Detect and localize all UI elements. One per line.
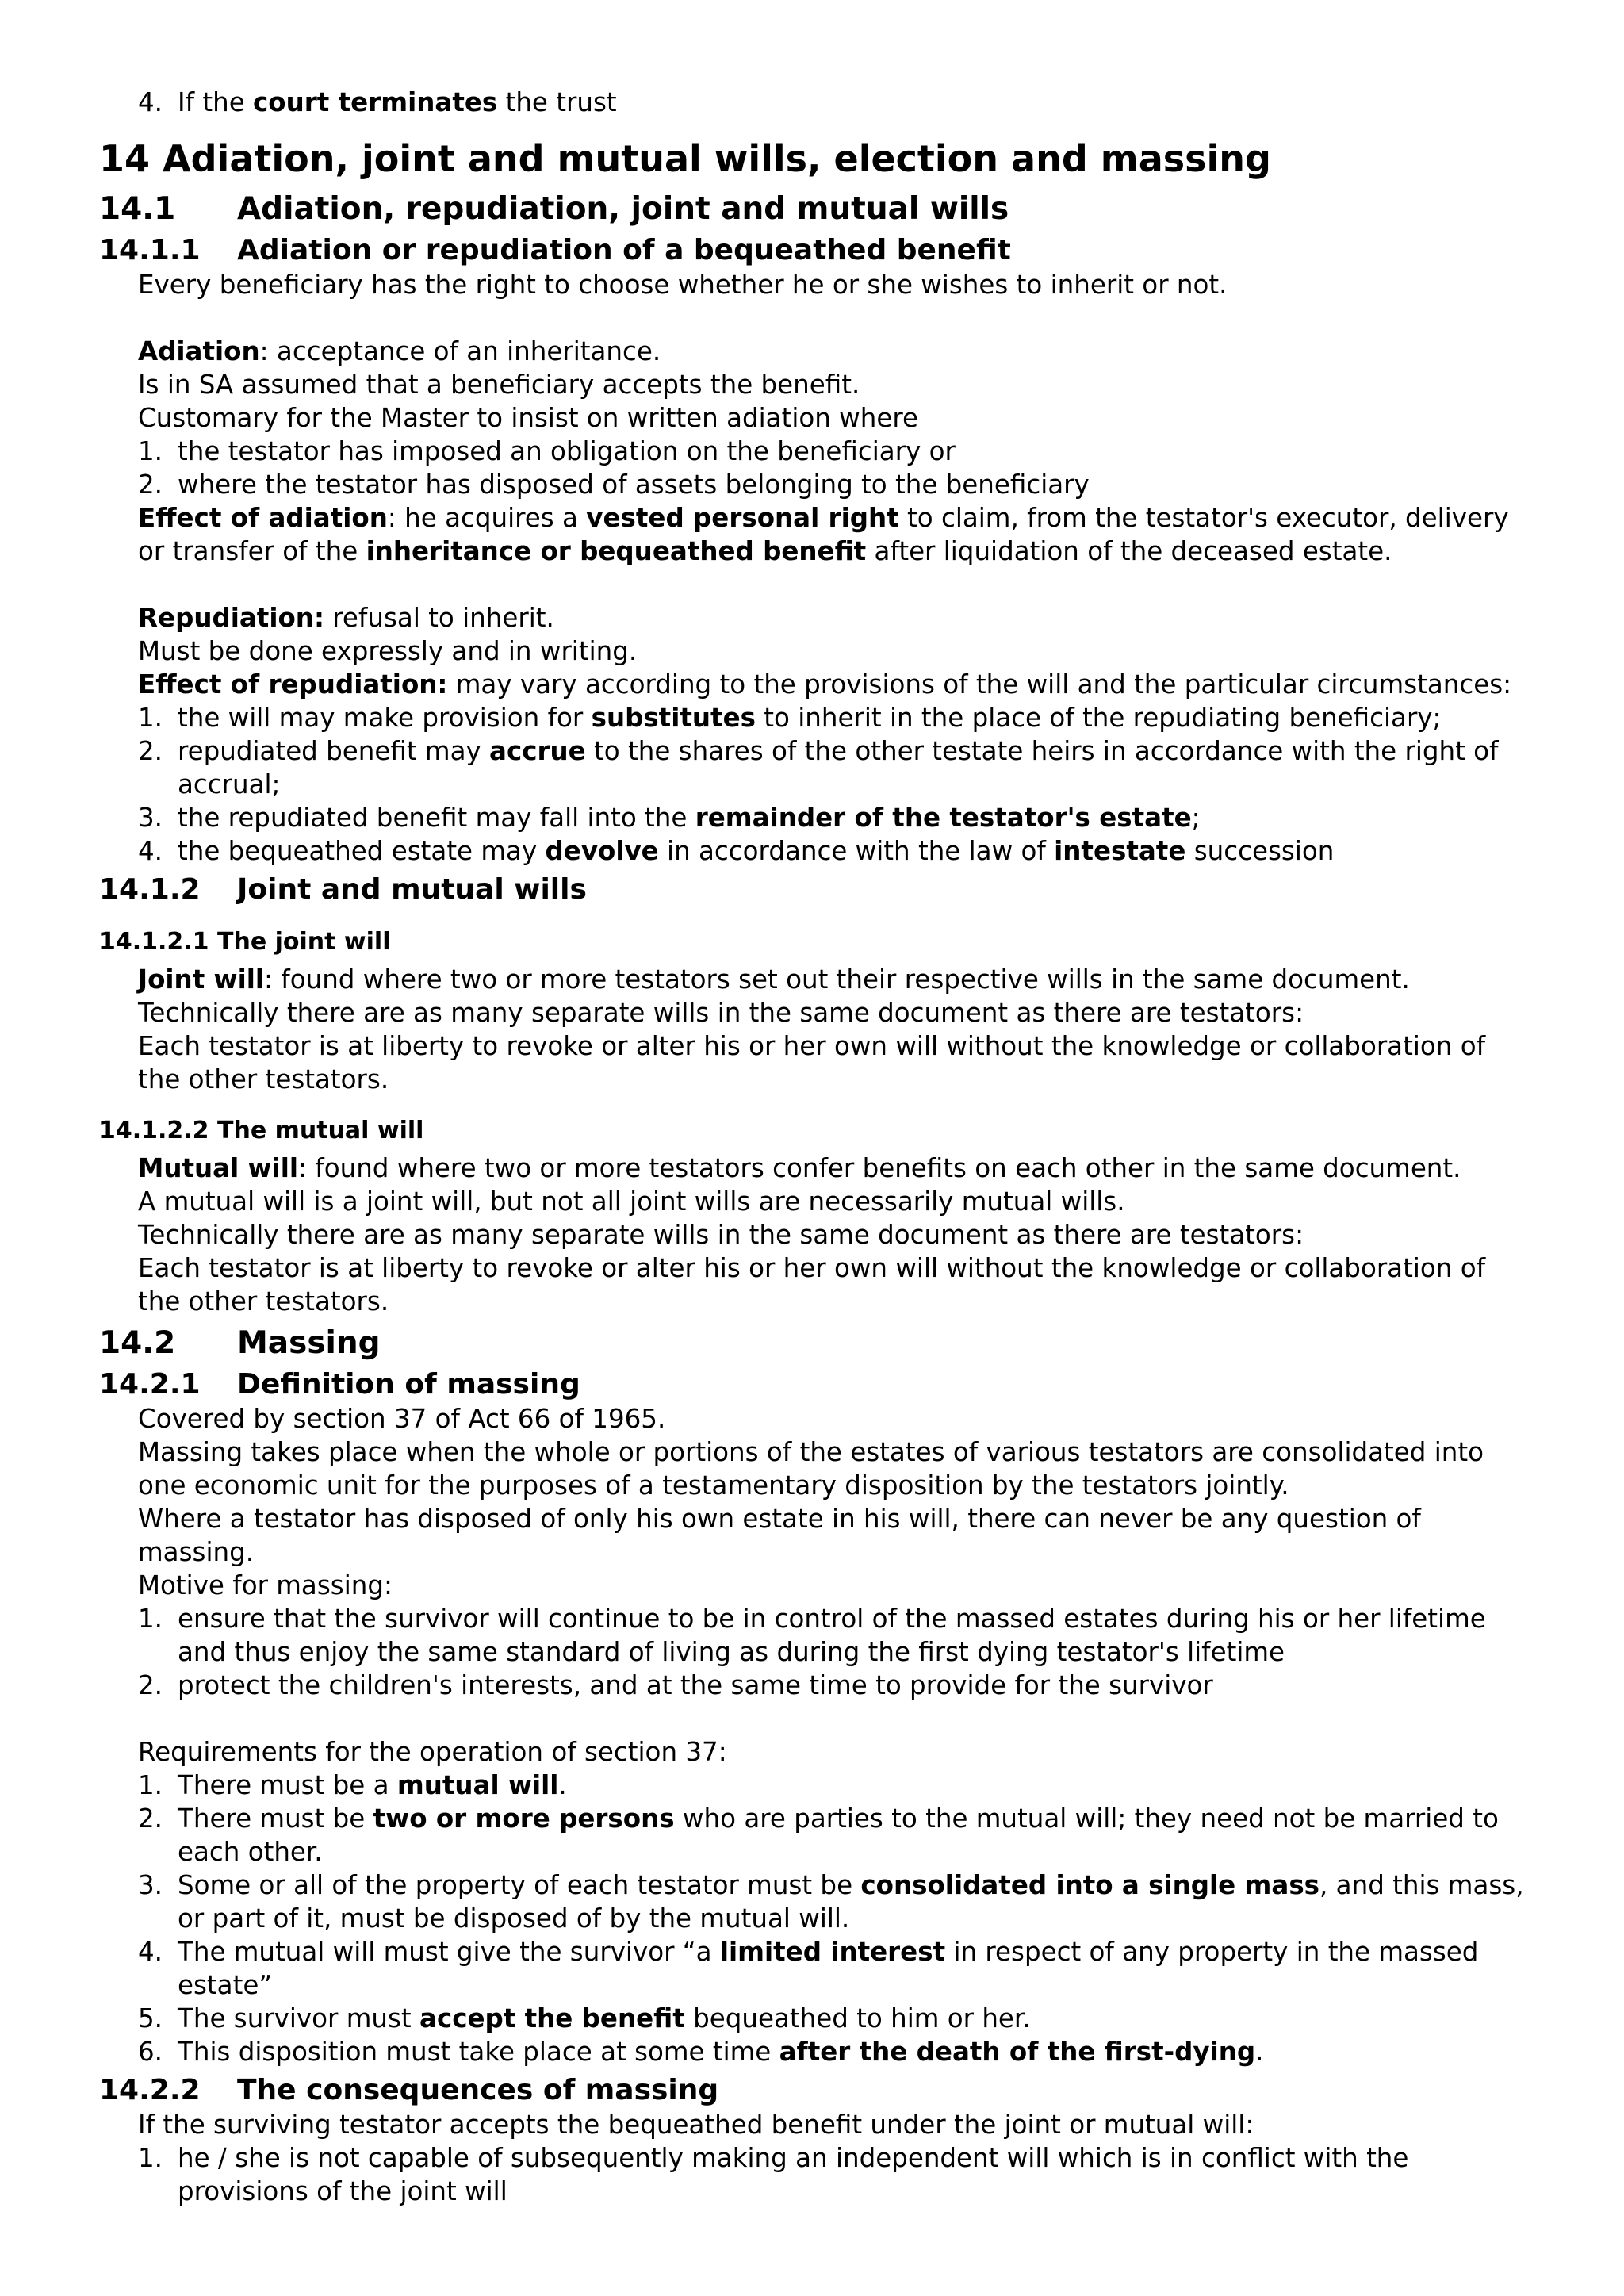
text-run: succession	[1185, 836, 1335, 866]
list-item-text	[178, 1669, 1534, 1702]
bold-term: after the death of the first-dying	[779, 2037, 1256, 2067]
text-run: the repudiated benefit may fall into the	[178, 803, 695, 833]
heading-title: Joint and mutual wills	[237, 873, 587, 906]
heading-title: Adiation or repudiation of a bequeathed benefit	[237, 234, 1011, 266]
list-item-text	[178, 834, 1534, 868]
text-run: Must be done expressly and in writing.	[138, 636, 638, 666]
paragraph	[99, 668, 1534, 701]
paragraph	[99, 1502, 1534, 1569]
paragraph	[99, 634, 1534, 668]
text-run: the trust	[497, 87, 617, 117]
heading-title: Massing	[237, 1325, 381, 1361]
text-run: There must be a	[178, 1770, 397, 1800]
section-heading	[99, 1324, 1534, 1363]
list-number: 4.	[138, 87, 163, 117]
text-run: after liquidation of the deceased estate.	[866, 536, 1392, 566]
paragraph	[99, 1251, 1534, 1318]
bold-term: consolidated into a single mass	[860, 1870, 1320, 1900]
list-item	[99, 701, 1534, 734]
text-run: : found where two or more testators set out their respective wills in the same document.	[264, 964, 1410, 995]
text-run: the will may make provision for	[178, 703, 592, 733]
text-run: refusal to inherit.	[324, 603, 554, 633]
list-item-text	[178, 701, 1534, 734]
text-run: There must be	[178, 1803, 373, 1834]
blank-line	[99, 1702, 1534, 1735]
list-item-text	[178, 1935, 1534, 2002]
list-item	[99, 1769, 1534, 1802]
list-item	[99, 1669, 1534, 1702]
paragraph	[99, 601, 1534, 634]
text-run: : found where two or more testators confer benefits on each other in the same document.	[297, 1153, 1461, 1183]
text-run: he / she is not capable of subsequently making an independent will which is in conflict with the provisions of the joint will	[178, 2143, 1409, 2206]
list-item-text	[178, 801, 1534, 834]
heading-number: 14.1	[99, 191, 176, 227]
text-run: in respect of any property in the massed estate”	[178, 1937, 1479, 2000]
list-item	[99, 834, 1534, 868]
subsection-heading	[99, 233, 1534, 268]
paragraph	[99, 963, 1534, 996]
list-item-text	[178, 86, 1534, 119]
list-number: 1.	[138, 1770, 163, 1800]
text-run: If the surviving testator accepts the bequeathed benefit under the joint or mutual will:	[138, 2110, 1254, 2140]
list-item-text	[178, 1769, 1534, 1802]
blank-line	[99, 568, 1534, 601]
text-run: Every beneficiary has the right to choose whether he or she wishes to inherit or not.	[138, 270, 1228, 300]
list-number: 2.	[138, 1803, 163, 1834]
heading-title: The consequences of massing	[237, 2074, 719, 2106]
text-run: Motive for massing:	[138, 1570, 393, 1600]
list-item-text	[178, 734, 1534, 801]
list-number: 2.	[138, 736, 163, 766]
bold-term: mutual will	[396, 1770, 559, 1800]
text-run: Each testator is at liberty to revoke or alter his or her own will without the knowledge or collaboration of the other testators.	[138, 1031, 1486, 1094]
heading-title: Adiation, repudiation, joint and mutual wills	[237, 191, 1009, 227]
text-run: A mutual will is a joint will, but not all joint wills are necessarily mutual wills.	[138, 1186, 1125, 1217]
chapter-heading: 14 Adiation, joint and mutual wills, election and massing	[99, 137, 1271, 180]
subsection-heading	[99, 1367, 1534, 1402]
bold-term: inheritance or bequeathed benefit	[366, 536, 867, 566]
text-run: bequeathed to him or her.	[684, 2003, 1031, 2033]
paragraph	[99, 1735, 1534, 1769]
list-item	[99, 1802, 1534, 1869]
bold-term: devolve	[545, 836, 659, 866]
paragraph	[99, 335, 1534, 368]
list-item-text	[178, 468, 1534, 501]
paragraph	[99, 1029, 1534, 1096]
text-run: Each testator is at liberty to revoke or alter his or her own will without the knowledge or collaboration of the other testators.	[138, 1253, 1486, 1317]
blank-line	[99, 301, 1534, 335]
text-run: protect the children's interests, and at the same time to provide for the survivor	[178, 1670, 1213, 1700]
section-heading	[99, 190, 1534, 228]
text-run: may vary according to the provisions of the will and the particular circumstances:	[447, 669, 1512, 700]
list-number: 4.	[138, 1937, 163, 1967]
text-run: where the testator has disposed of assets belonging to the beneficiary	[178, 470, 1090, 500]
list-item	[99, 86, 1534, 119]
list-number: 4.	[138, 836, 163, 866]
text-run: Massing takes place when the whole or portions of the estates of various testators are consolidated into one economic unit for the purposes of a testamentary disposition by the testators jointly.	[138, 1437, 1484, 1501]
paragraph	[99, 996, 1534, 1029]
bold-term: Mutual will	[138, 1153, 298, 1183]
bold-term: remainder of the testator's estate	[695, 803, 1192, 833]
paragraph	[99, 2108, 1534, 2141]
list-number: 1.	[138, 436, 163, 466]
text-run: .	[1255, 2037, 1264, 2067]
heading-number: 14.2.1	[99, 1368, 201, 1401]
heading-title: Definition of massing	[237, 1368, 580, 1401]
list-item-text	[178, 1869, 1534, 1935]
list-item	[99, 1869, 1534, 1935]
bold-term: Adiation	[138, 336, 260, 366]
text-run: : acceptance of an inheritance.	[259, 336, 661, 366]
list-number: 1.	[138, 1604, 163, 1634]
text-run: The mutual will must give the survivor “a	[178, 1937, 720, 1967]
list-number: 3.	[138, 1870, 163, 1900]
text-run: : he acquires a	[387, 503, 587, 533]
text-run: If the	[178, 87, 254, 117]
list-item-text	[178, 2002, 1534, 2035]
bold-term: Effect of adiation	[138, 503, 388, 533]
paragraph	[99, 268, 1534, 301]
text-run: Customary for the Master to insist on written adiation where	[138, 403, 918, 433]
text-run: in accordance with the law of	[658, 836, 1055, 866]
list-number: 5.	[138, 2003, 163, 2033]
list-number: 2.	[138, 1670, 163, 1700]
text-run: to inherit in the place of the repudiating beneficiary;	[755, 703, 1442, 733]
bold-term: two or more persons	[373, 1803, 675, 1834]
bold-term: Effect of repudiation:	[138, 669, 448, 700]
heading-number: 14.1.2	[99, 873, 201, 906]
text-run: Technically there are as many separate wills in the same document as there are testators:	[138, 1220, 1304, 1250]
text-run: , and this mass, or part of it, must be disposed of by the mutual will.	[178, 1870, 1524, 1934]
list-number: 1.	[138, 2143, 163, 2173]
text-run: who are parties to the mutual will; they need not be married to each other.	[178, 1803, 1499, 1867]
text-run: to claim, from the testator's executor, delivery or transfer of the	[138, 503, 1509, 566]
heading-number: 14.1.1	[99, 234, 201, 266]
list-item	[99, 734, 1534, 801]
list-number: 2.	[138, 470, 163, 500]
bold-term: Repudiation:	[138, 603, 324, 633]
paragraph	[99, 368, 1534, 401]
heading-number: 14.2	[99, 1325, 176, 1361]
paragraph	[99, 501, 1534, 568]
list-item-text	[178, 2141, 1534, 2208]
text-run: The survivor must	[178, 2003, 420, 2033]
list-item	[99, 1935, 1534, 2002]
list-number: 3.	[138, 803, 163, 833]
text-run: the bequeathed estate may	[178, 836, 546, 866]
bold-term: accrue	[489, 736, 586, 766]
list-item-text	[178, 1802, 1534, 1869]
list-item	[99, 1602, 1534, 1669]
subsubsection-heading: 14.1.2.1 The joint will	[99, 928, 391, 956]
paragraph	[99, 401, 1534, 435]
bold-term: accept the benefit	[419, 2003, 685, 2033]
list-item	[99, 435, 1534, 468]
text-run: .	[558, 1770, 567, 1800]
bold-term: substitutes	[591, 703, 756, 733]
list-item	[99, 801, 1534, 834]
heading-number: 14.2.2	[99, 2074, 201, 2106]
text-run: Where a testator has disposed of only his own estate in his will, there can never be any question of massing.	[138, 1504, 1421, 1567]
bold-term: intestate	[1054, 836, 1186, 866]
subsubsection-heading: 14.1.2.2 The mutual will	[99, 1117, 424, 1144]
text-run: ;	[1191, 803, 1201, 833]
list-item	[99, 2141, 1534, 2208]
text-run: to the shares of the other testate heirs in accordance with the right of accrual;	[178, 736, 1499, 799]
list-item-text	[178, 1602, 1534, 1669]
text-run: Some or all of the property of each testator must be	[178, 1870, 861, 1900]
list-number: 1.	[138, 703, 163, 733]
bold-term: court terminates	[253, 87, 498, 117]
text-run: repudiated benefit may	[178, 736, 490, 766]
text-run: Is in SA assumed that a beneficiary accepts the benefit.	[138, 370, 860, 400]
text-run: the testator has imposed an obligation on the beneficiary or	[178, 436, 956, 466]
bold-term: vested personal right	[586, 503, 899, 533]
text-run: This disposition must take place at some time	[178, 2037, 779, 2067]
paragraph	[99, 1152, 1534, 1185]
paragraph	[99, 1185, 1534, 1218]
document-page	[99, 86, 1534, 2208]
subsection-heading	[99, 2073, 1534, 2108]
list-item	[99, 468, 1534, 501]
bold-term: Joint will	[138, 964, 264, 995]
text-run: ensure that the survivor will continue to be in control of the massed estates during his or her lifetime and thus enjoy the same standard of living as during the first dying testator's lifetime	[178, 1604, 1486, 1667]
paragraph	[99, 1435, 1534, 1502]
bold-term: limited interest	[719, 1937, 946, 1967]
list-number: 6.	[138, 2037, 163, 2067]
text-run: Covered by section 37 of Act 66 of 1965.	[138, 1404, 666, 1434]
list-item-text	[178, 435, 1534, 468]
paragraph	[99, 1218, 1534, 1251]
list-item	[99, 2002, 1534, 2035]
text-run: Technically there are as many separate wills in the same document as there are testators:	[138, 998, 1304, 1028]
text-run: Requirements for the operation of section 37:	[138, 1737, 727, 1767]
list-item-text	[178, 2035, 1534, 2068]
list-item	[99, 2035, 1534, 2068]
subsection-heading	[99, 872, 1534, 907]
paragraph	[99, 1402, 1534, 1435]
paragraph	[99, 1569, 1534, 1602]
